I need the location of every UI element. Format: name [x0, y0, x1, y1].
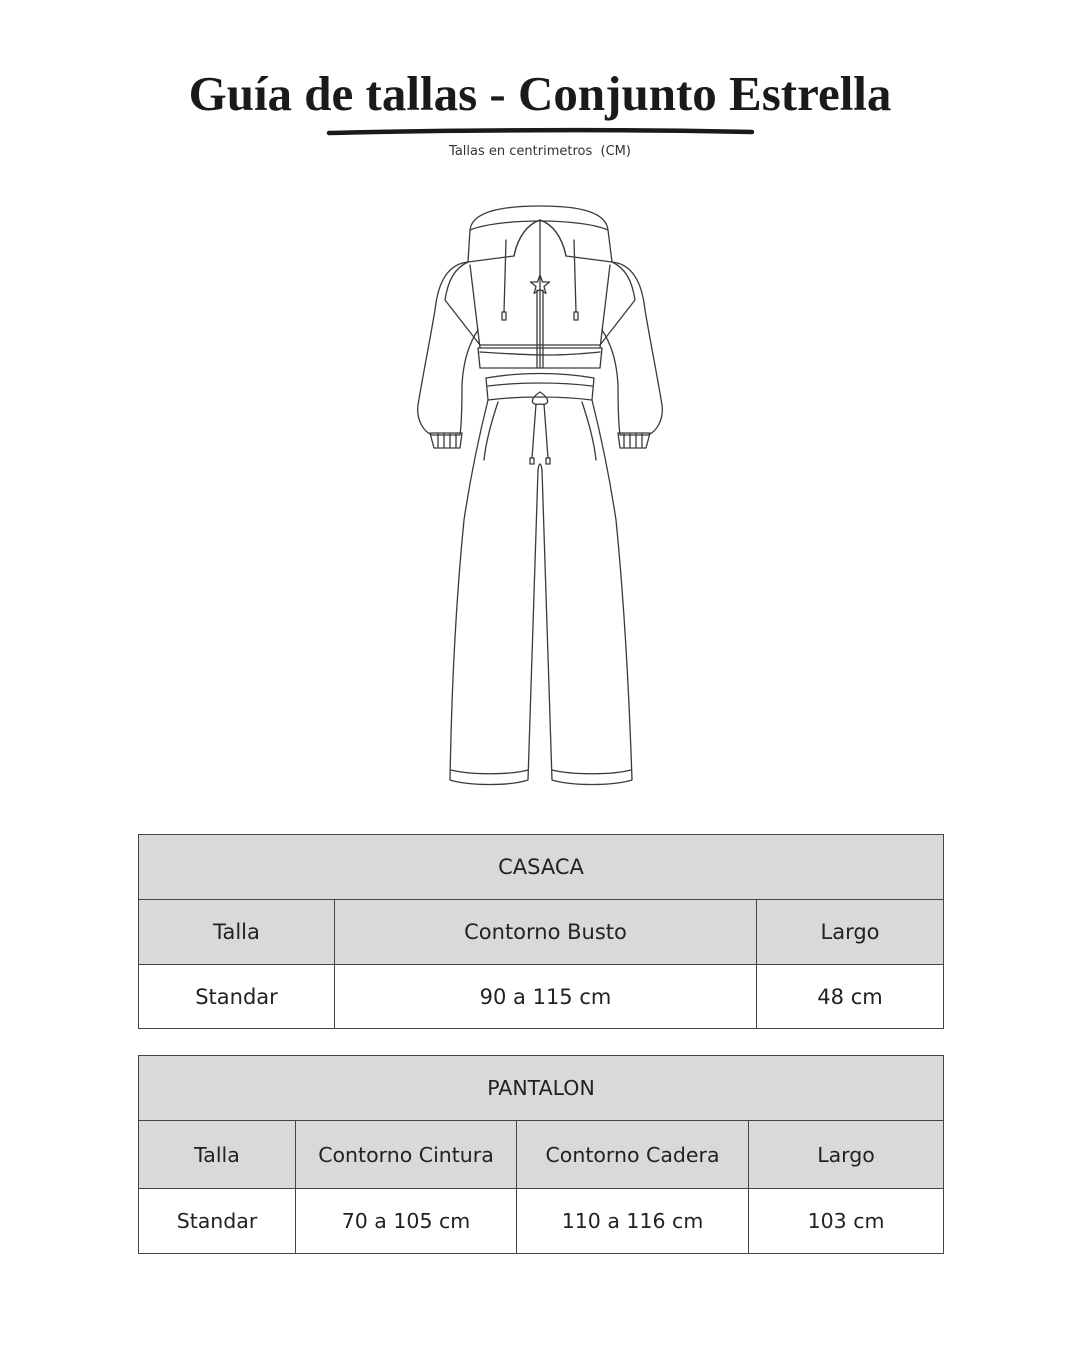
pantalon-header-row — [139, 1121, 944, 1189]
pantalon-cell-largo: 103 cm — [749, 1189, 944, 1254]
casaca-cell-contorno-busto: 90 a 115 cm — [335, 965, 757, 1029]
casaca-header-largo: Largo — [757, 900, 944, 965]
pantalon-header-contorno-cintura: Contorno Cintura — [296, 1121, 517, 1189]
pantalon-cell-contorno-cintura: 70 a 105 cm — [296, 1189, 517, 1254]
tracksuit-illustration-icon — [380, 195, 700, 795]
casaca-header-row — [139, 900, 944, 965]
casaca-size-table — [138, 834, 944, 1029]
casaca-cell-talla: Standar — [139, 965, 335, 1029]
pantalon-size-table — [138, 1055, 944, 1254]
casaca-header-talla: Talla — [139, 900, 335, 965]
casaca-header-contorno-busto: Contorno Busto — [335, 900, 757, 965]
casaca-table-caption: CASACA — [139, 835, 944, 900]
casaca-cell-largo: 48 cm — [757, 965, 944, 1029]
pantalon-cell-talla: Standar — [139, 1189, 296, 1254]
title-underline — [326, 126, 756, 138]
pantalon-header-largo: Largo — [749, 1121, 944, 1189]
pantalon-table-caption: PANTALON — [139, 1056, 944, 1121]
pantalon-header-contorno-cadera: Contorno Cadera — [517, 1121, 749, 1189]
table-row — [139, 965, 944, 1029]
pantalon-cell-contorno-cadera: 110 a 116 cm — [517, 1189, 749, 1254]
table-row — [139, 1189, 944, 1254]
page-title: Guía de tallas - Conjunto Estrella — [188, 66, 892, 121]
page-subtitle: Tallas en centrimetros (CM) — [449, 144, 631, 159]
pantalon-header-talla: Talla — [139, 1121, 296, 1189]
